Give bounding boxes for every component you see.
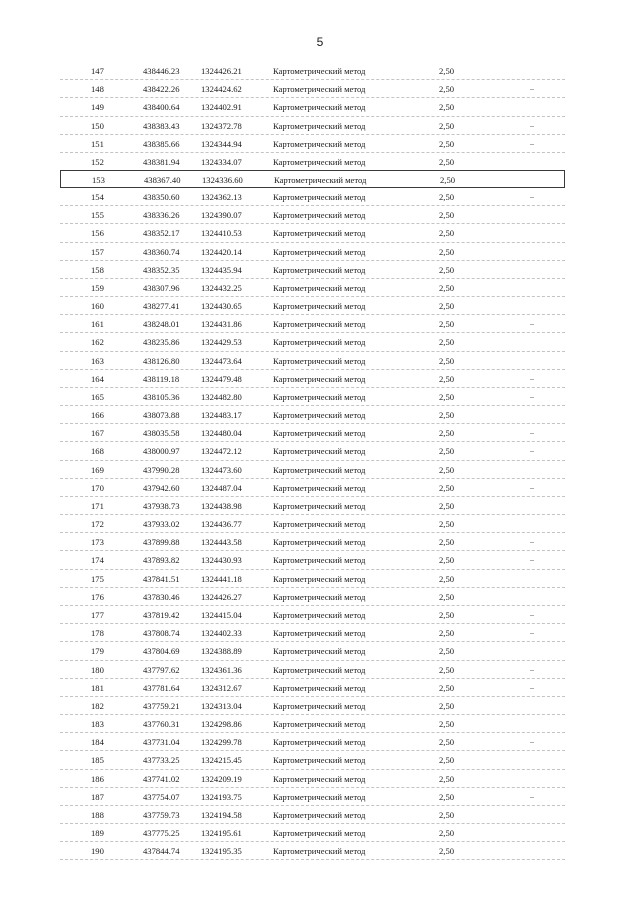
precision-value: 2,50 (439, 573, 455, 584)
determination-method: Картометрический метод (273, 138, 366, 149)
table-row (60, 788, 565, 806)
determination-method: Картометрический метод (273, 719, 366, 730)
coordinate-y: 1324361.36 (201, 664, 242, 675)
precision-value: 2,50 (439, 591, 455, 602)
coordinate-y: 1324420.14 (201, 246, 242, 257)
point-number: 183 (91, 719, 104, 730)
point-number: 167 (91, 428, 104, 439)
coordinate-y: 1324479.48 (201, 373, 242, 384)
row-note: – (530, 373, 534, 383)
coordinate-y: 1324344.94 (201, 138, 242, 149)
table-row (60, 806, 565, 824)
row-note: – (530, 664, 534, 674)
point-number: 163 (91, 355, 104, 366)
point-number: 180 (91, 664, 104, 675)
coordinate-y: 1324390.07 (201, 210, 242, 221)
coordinate-y: 1324209.19 (201, 773, 242, 784)
table-row (60, 188, 565, 206)
coordinate-x: 438336.26 (143, 210, 180, 221)
point-number: 158 (91, 264, 104, 275)
table-row (60, 80, 565, 98)
coordinate-y: 1324299.78 (201, 737, 242, 748)
coordinate-x: 438350.60 (143, 192, 180, 203)
determination-method: Картометрический метод (273, 410, 366, 421)
precision-value: 2,50 (439, 138, 455, 149)
table-row (60, 461, 565, 479)
table-row (60, 624, 565, 642)
coordinate-x: 438400.64 (143, 102, 180, 113)
determination-method: Картометрический метод (273, 555, 366, 566)
coordinate-y: 1324334.07 (201, 156, 242, 167)
determination-method: Картометрический метод (273, 609, 366, 620)
coordinate-y: 1324487.04 (201, 482, 242, 493)
table-row (60, 135, 565, 153)
point-number: 168 (91, 446, 104, 457)
determination-method: Картометрический метод (273, 428, 366, 439)
row-note: – (530, 609, 534, 619)
table-row (60, 661, 565, 679)
coordinate-x: 437804.69 (143, 646, 180, 657)
table-row (60, 206, 565, 224)
determination-method: Картометрический метод (273, 84, 366, 95)
precision-value: 2,50 (439, 156, 455, 167)
coordinate-x: 437775.25 (143, 828, 180, 839)
coordinate-y: 1324483.17 (201, 410, 242, 421)
precision-value: 2,50 (439, 809, 455, 820)
coordinate-y: 1324435.94 (201, 264, 242, 275)
precision-value: 2,50 (439, 628, 455, 639)
point-number: 190 (91, 846, 104, 857)
coordinate-y: 1324429.53 (201, 337, 242, 348)
determination-method: Картометрический метод (273, 737, 366, 748)
precision-value: 2,50 (439, 282, 455, 293)
determination-method: Картометрический метод (273, 464, 366, 475)
point-number: 172 (91, 519, 104, 530)
precision-value: 2,50 (439, 537, 455, 548)
table-row (60, 515, 565, 533)
coordinate-y: 1324472.12 (201, 446, 242, 457)
row-note: – (530, 555, 534, 565)
determination-method: Картометрический метод (274, 175, 367, 186)
coordinate-x: 438035.58 (143, 428, 180, 439)
table-row (60, 715, 565, 733)
coordinate-y: 1324193.75 (201, 791, 242, 802)
coordinate-y: 1324473.64 (201, 355, 242, 366)
determination-method: Картометрический метод (273, 773, 366, 784)
coordinate-y: 1324424.62 (201, 84, 242, 95)
table-row (60, 824, 565, 842)
coordinate-y: 1324426.21 (201, 66, 242, 76)
point-number: 171 (91, 500, 104, 511)
precision-value: 2,50 (439, 66, 455, 76)
determination-method: Картометрический метод (273, 809, 366, 820)
precision-value: 2,50 (439, 828, 455, 839)
precision-value: 2,50 (439, 84, 455, 95)
point-number: 157 (91, 246, 104, 257)
point-number: 176 (91, 591, 104, 602)
determination-method: Картометрический метод (273, 682, 366, 693)
point-number: 181 (91, 682, 104, 693)
precision-value: 2,50 (439, 755, 455, 766)
table-row (60, 333, 565, 351)
precision-value: 2,50 (439, 210, 455, 221)
coordinate-y: 1324298.86 (201, 719, 242, 730)
point-number: 179 (91, 646, 104, 657)
coordinate-x: 437819.42 (143, 609, 180, 620)
point-number: 154 (91, 192, 104, 203)
coordinate-x: 438352.35 (143, 264, 180, 275)
point-number: 151 (91, 138, 104, 149)
precision-value: 2,50 (439, 846, 455, 857)
precision-value: 2,50 (439, 791, 455, 802)
point-number: 185 (91, 755, 104, 766)
precision-value: 2,50 (439, 246, 455, 257)
coordinate-x: 438073.88 (143, 410, 180, 421)
coordinate-y: 1324432.25 (201, 282, 242, 293)
point-number: 164 (91, 373, 104, 384)
coordinate-x: 438235.86 (143, 337, 180, 348)
determination-method: Картометрический метод (273, 700, 366, 711)
point-number: 186 (91, 773, 104, 784)
coordinate-y: 1324195.61 (201, 828, 242, 839)
row-note: – (530, 428, 534, 438)
coordinate-x: 437759.21 (143, 700, 180, 711)
page-number: 5 (316, 35, 324, 49)
point-number: 155 (91, 210, 104, 221)
table-row (60, 370, 565, 388)
table-row (60, 479, 565, 497)
coordinate-x: 437942.60 (143, 482, 180, 493)
table-row (60, 679, 565, 697)
table-row (60, 751, 565, 769)
point-number: 156 (91, 228, 104, 239)
coordinate-y: 1324336.60 (202, 175, 243, 186)
coordinate-y: 1324482.80 (201, 391, 242, 402)
coordinate-x: 437893.82 (143, 555, 180, 566)
table-row (60, 770, 565, 788)
determination-method: Картометрический метод (273, 646, 366, 657)
coordinate-x: 437759.73 (143, 809, 180, 820)
coordinate-x: 437830.46 (143, 591, 180, 602)
table-row (60, 497, 565, 515)
coordinate-x: 438385.66 (143, 138, 180, 149)
point-number: 170 (91, 482, 104, 493)
precision-value: 2,50 (439, 428, 455, 439)
coordinate-y: 1324426.27 (201, 591, 242, 602)
determination-method: Картометрический метод (273, 373, 366, 384)
precision-value: 2,50 (439, 228, 455, 239)
determination-method: Картометрический метод (273, 228, 366, 239)
point-number: 174 (91, 555, 104, 566)
coordinate-y: 1324480.04 (201, 428, 242, 439)
table-row (60, 62, 565, 80)
point-number: 165 (91, 391, 104, 402)
point-number: 175 (91, 573, 104, 584)
determination-method: Картометрический метод (273, 664, 366, 675)
precision-value: 2,50 (439, 301, 455, 312)
determination-method: Картометрический метод (273, 156, 366, 167)
coordinate-x: 437754.07 (143, 791, 180, 802)
row-note: – (530, 138, 534, 148)
table-row (60, 642, 565, 660)
determination-method: Картометрический метод (273, 391, 366, 402)
precision-value: 2,50 (439, 102, 455, 113)
table-row (60, 98, 565, 116)
point-number: 153 (92, 175, 105, 186)
coordinate-x: 437797.62 (143, 664, 180, 675)
determination-method: Картометрический метод (273, 337, 366, 348)
point-number: 169 (91, 464, 104, 475)
point-number: 187 (91, 791, 104, 802)
determination-method: Картометрический метод (273, 301, 366, 312)
coordinate-x: 437990.28 (143, 464, 180, 475)
determination-method: Картометрический метод (273, 846, 366, 857)
coordinate-x: 437760.31 (143, 719, 180, 730)
table-row (60, 224, 565, 242)
point-number: 161 (91, 319, 104, 330)
precision-value: 2,50 (439, 410, 455, 421)
coordinate-x: 437731.04 (143, 737, 180, 748)
precision-value: 2,50 (439, 446, 455, 457)
coordinate-y: 1324372.78 (201, 120, 242, 131)
determination-method: Картометрический метод (273, 519, 366, 530)
row-note: – (530, 120, 534, 130)
row-note: – (530, 791, 534, 801)
coordinate-x: 438381.94 (143, 156, 180, 167)
table-row (60, 279, 565, 297)
coordinate-y: 1324215.45 (201, 755, 242, 766)
table-row (60, 170, 565, 188)
table-row (60, 588, 565, 606)
coordinate-x: 438105.36 (143, 391, 180, 402)
coordinate-y: 1324415.04 (201, 609, 242, 620)
point-number: 177 (91, 609, 104, 620)
coordinate-x: 437808.74 (143, 628, 180, 639)
table-row (60, 606, 565, 624)
precision-value: 2,50 (439, 682, 455, 693)
coordinate-x: 437781.64 (143, 682, 180, 693)
precision-value: 2,50 (439, 737, 455, 748)
precision-value: 2,50 (439, 664, 455, 675)
row-note: – (530, 192, 534, 202)
table-row (60, 261, 565, 279)
precision-value: 2,50 (439, 373, 455, 384)
coordinates-table (60, 62, 565, 860)
coordinate-y: 1324312.67 (201, 682, 242, 693)
table-row (60, 570, 565, 588)
coordinate-y: 1324402.91 (201, 102, 242, 113)
precision-value: 2,50 (439, 555, 455, 566)
point-number: 150 (91, 120, 104, 131)
coordinate-y: 1324362.13 (201, 192, 242, 203)
table-row (60, 733, 565, 751)
precision-value: 2,50 (440, 175, 456, 186)
precision-value: 2,50 (439, 319, 455, 330)
table-row (60, 117, 565, 135)
determination-method: Картометрический метод (273, 210, 366, 221)
row-note: – (530, 319, 534, 329)
table-row (60, 297, 565, 315)
point-number: 178 (91, 628, 104, 639)
precision-value: 2,50 (439, 192, 455, 203)
point-number: 148 (91, 84, 104, 95)
coordinate-x: 438277.41 (143, 301, 180, 312)
determination-method: Картометрический метод (273, 500, 366, 511)
row-note: – (530, 628, 534, 638)
determination-method: Картометрический метод (273, 319, 366, 330)
coordinate-y: 1324410.53 (201, 228, 242, 239)
determination-method: Картометрический метод (273, 120, 366, 131)
table-row (60, 315, 565, 333)
coordinate-y: 1324430.93 (201, 555, 242, 566)
precision-value: 2,50 (439, 391, 455, 402)
coordinate-x: 437733.25 (143, 755, 180, 766)
determination-method: Картометрический метод (273, 537, 366, 548)
coordinate-x: 438360.74 (143, 246, 180, 257)
determination-method: Картометрический метод (273, 628, 366, 639)
precision-value: 2,50 (439, 500, 455, 511)
coordinate-x: 437899.88 (143, 537, 180, 548)
coordinate-x: 437741.02 (143, 773, 180, 784)
coordinate-x: 438367.40 (144, 175, 181, 186)
precision-value: 2,50 (439, 464, 455, 475)
determination-method: Картометрический метод (273, 282, 366, 293)
point-number: 189 (91, 828, 104, 839)
coordinate-x: 438248.01 (143, 319, 180, 330)
table-row (60, 424, 565, 442)
point-number: 160 (91, 301, 104, 312)
table-row (60, 551, 565, 569)
coordinate-x: 438383.43 (143, 120, 180, 131)
table-row (60, 442, 565, 460)
precision-value: 2,50 (439, 120, 455, 131)
determination-method: Картометрический метод (273, 246, 366, 257)
coordinate-x: 437933.02 (143, 519, 180, 530)
table-row (60, 842, 565, 860)
coordinate-y: 1324388.89 (201, 646, 242, 657)
row-note: – (530, 84, 534, 94)
determination-method: Картометрический метод (273, 192, 366, 203)
coordinate-x: 437844.74 (143, 846, 180, 857)
precision-value: 2,50 (439, 355, 455, 366)
precision-value: 2,50 (439, 482, 455, 493)
point-number: 149 (91, 102, 104, 113)
coordinate-y: 1324441.18 (201, 573, 242, 584)
determination-method: Картометрический метод (273, 591, 366, 602)
coordinate-x: 438307.96 (143, 282, 180, 293)
determination-method: Картометрический метод (273, 102, 366, 113)
coordinate-y: 1324436.77 (201, 519, 242, 530)
row-note: – (530, 682, 534, 692)
determination-method: Картометрический метод (273, 828, 366, 839)
coordinate-x: 438352.17 (143, 228, 180, 239)
determination-method: Картометрический метод (273, 791, 366, 802)
row-note: – (530, 446, 534, 456)
point-number: 184 (91, 737, 104, 748)
point-number: 188 (91, 809, 104, 820)
table-row (60, 697, 565, 715)
table-row (60, 388, 565, 406)
coordinate-y: 1324195.35 (201, 846, 242, 857)
precision-value: 2,50 (439, 719, 455, 730)
coordinate-x: 438126.80 (143, 355, 180, 366)
coordinate-y: 1324431.86 (201, 319, 242, 330)
point-number: 159 (91, 282, 104, 293)
point-number: 152 (91, 156, 104, 167)
table-row (60, 406, 565, 424)
determination-method: Картометрический метод (273, 66, 366, 76)
point-number: 173 (91, 537, 104, 548)
coordinate-x: 437841.51 (143, 573, 180, 584)
coordinate-y: 1324430.65 (201, 301, 242, 312)
row-note: – (530, 737, 534, 747)
precision-value: 2,50 (439, 773, 455, 784)
coordinate-y: 1324473.60 (201, 464, 242, 475)
table-row (60, 153, 565, 171)
determination-method: Картометрический метод (273, 573, 366, 584)
table-row (60, 352, 565, 370)
table-row (60, 243, 565, 261)
coordinate-x: 438119.18 (143, 373, 180, 384)
determination-method: Картометрический метод (273, 482, 366, 493)
point-number: 182 (91, 700, 104, 711)
precision-value: 2,50 (439, 264, 455, 275)
precision-value: 2,50 (439, 519, 455, 530)
table-row (60, 533, 565, 551)
determination-method: Картометрический метод (273, 755, 366, 766)
precision-value: 2,50 (439, 337, 455, 348)
precision-value: 2,50 (439, 646, 455, 657)
coordinate-x: 438446.23 (143, 66, 180, 76)
coordinate-y: 1324194.58 (201, 809, 242, 820)
coordinate-x: 437938.73 (143, 500, 180, 511)
row-note: – (530, 482, 534, 492)
coordinate-y: 1324443.58 (201, 537, 242, 548)
coordinate-y: 1324313.04 (201, 700, 242, 711)
precision-value: 2,50 (439, 700, 455, 711)
row-note: – (530, 391, 534, 401)
determination-method: Картометрический метод (273, 264, 366, 275)
point-number: 162 (91, 337, 104, 348)
coordinate-y: 1324402.33 (201, 628, 242, 639)
determination-method: Картометрический метод (273, 355, 366, 366)
row-note: – (530, 537, 534, 547)
coordinate-x: 438000.97 (143, 446, 180, 457)
point-number: 166 (91, 410, 104, 421)
determination-method: Картометрический метод (273, 446, 366, 457)
coordinate-x: 438422.26 (143, 84, 180, 95)
point-number: 147 (91, 66, 104, 76)
coordinate-y: 1324438.98 (201, 500, 242, 511)
precision-value: 2,50 (439, 609, 455, 620)
